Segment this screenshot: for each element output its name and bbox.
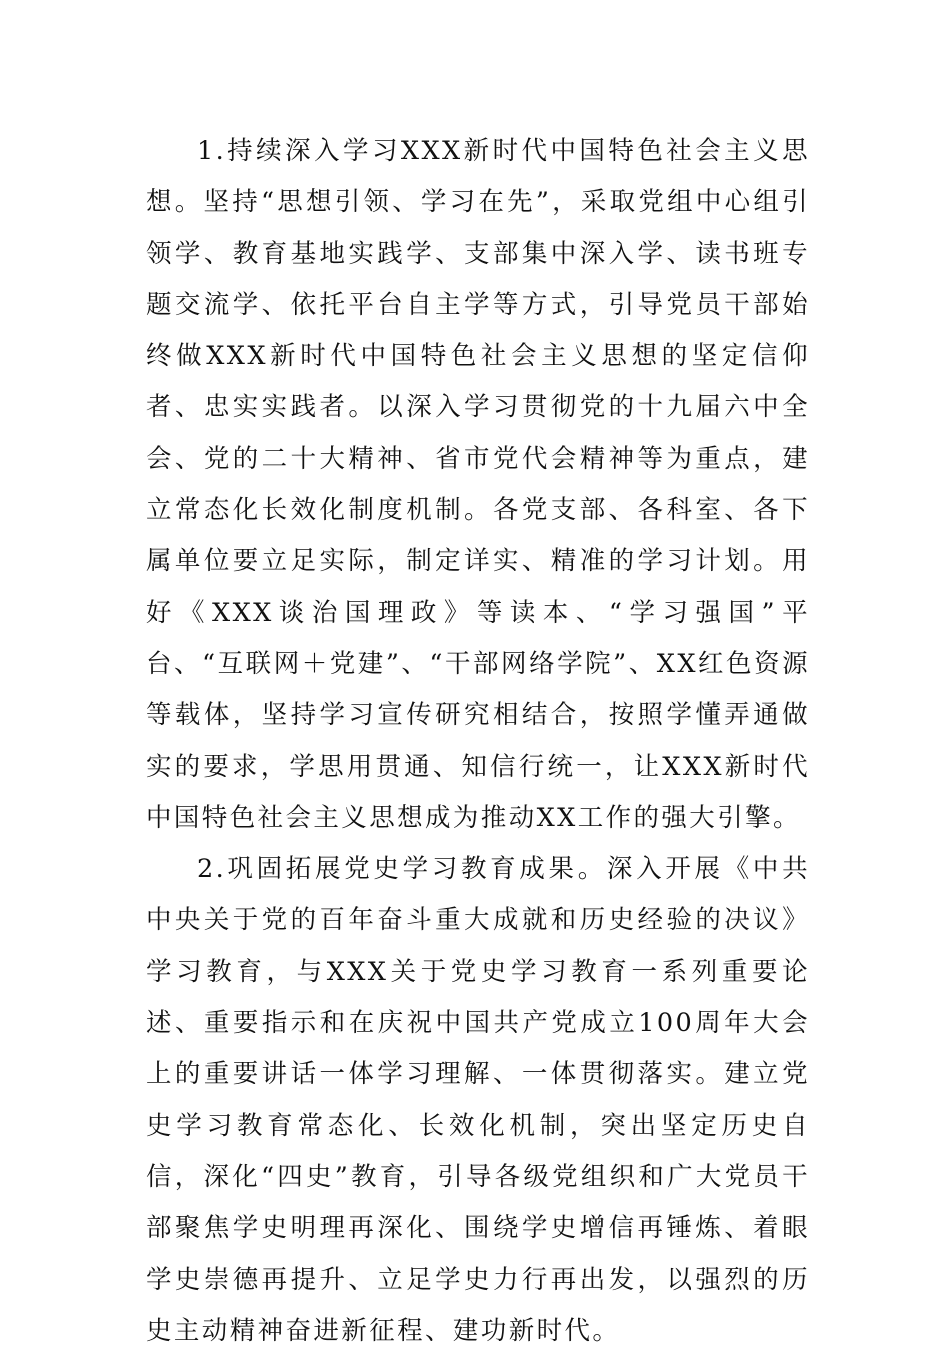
document-body [146,126,810,1357]
paragraph-1: 1.持续深入学习XXX新时代中国特色社会主义思想。坚持“思想引领、学习在先”，采取党组中心组引领学、教育基地实践学、支部集中深入学、读书班专题交流学、依托平台自主学等方式，引导党员干部始终做XXX新时代中国特色社会主义思想的坚定信仰者、忠实实践者。以深入学习贯彻党的十九届六中全会、党的二十大精神、省市党代会精神等为重点，建立常态化长效化制度机制。各党支部、各科室、各下属单位要立足实际，制定详实、精准的学习计划。用好《XXX谈治国理政》等读本、“学习强国”平台、“互联网＋党建”、“干部网络学院”、XX红色资源等载体，坚持学习宣传研究相结合，按照学懂弄通做实的要求，学思用贯通、知信行统一，让XXX新时代中国特色社会主义思想成为推动XX工作的强大引擎。 [146,136,810,833]
paragraph-2: 2.巩固拓展党史学习教育成果。深入开展《中共中央关于党的百年奋斗重大成就和历史经验的决议》学习教育，与XXX关于党史学习教育一系列重要论述、重要指示和在庆祝中国共产党成立100周年大会上的重要讲话一体学习理解、一体贯彻落实。建立党史学习教育常态化、长效化机制，突出坚定历史自信，深化“四史”教育，引导各级党组织和广大党员干部聚焦学史明理再深化、围绕学史增信再锤炼、着眼学史崇德再提升、立足学史力行再出发，以强烈的历史主动精神奋进新征程、建功新时代。 [146,854,810,1346]
